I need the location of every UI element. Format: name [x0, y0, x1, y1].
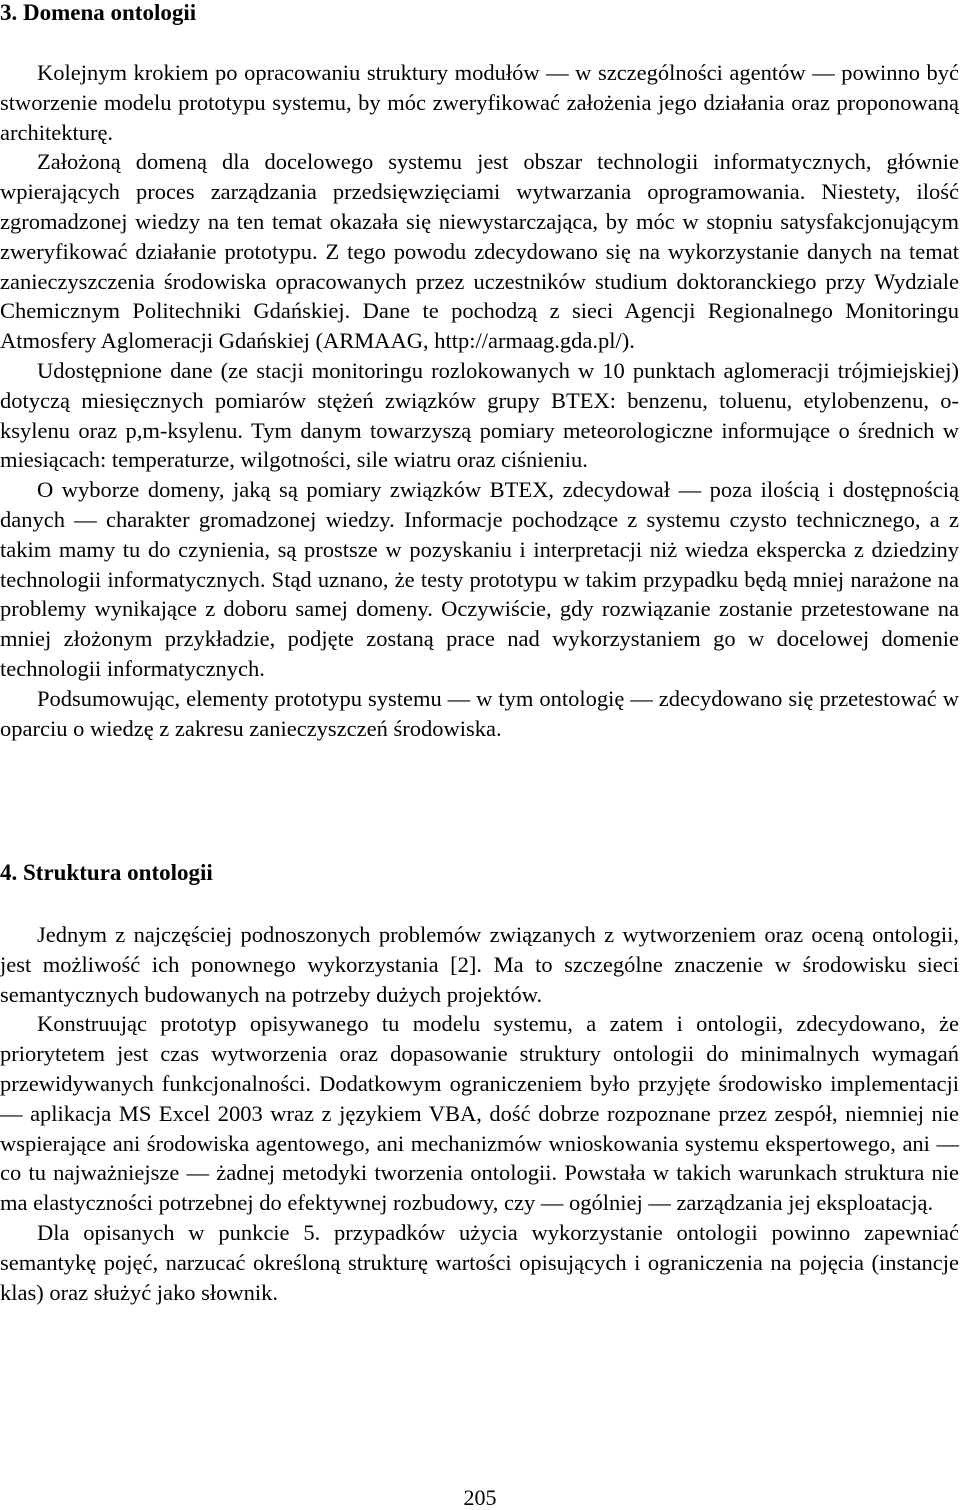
- paragraph: Podsumowując, elementy prototypu systemu — w tym ontologię — zdecydowano się przetestować w oparciu o wiedzę z zakresu zanieczyszczeń środowiska.: [0, 685, 959, 741]
- page-number: 205: [463, 1485, 497, 1510]
- section-body-domain: [0, 58, 959, 743]
- section-heading-structure: 4. Struktura ontologii: [0, 860, 213, 885]
- paragraph: Jednym z najczęściej podnoszonych problemów związanych z wytworzeniem oraz oceną ontologii, jest możliwość ich ponownego wykorzystania [2]. Ma to szczególne znaczenie w środowisku sieci semantycznych budowanych na potrzeby dużych projektów.: [0, 922, 959, 1007]
- paragraph: Udostępnione dane (ze stacji monitoringu rozlokowanych w 10 punktach aglomeracji trójmiejskiej) dotyczą miesięcznych pomiarów stężeń związków grupy BTEX: benzenu, toluenu, etylobenzenu, o-ksylenu oraz p,m-ksylenu. Tym danym towarzyszą pomiary meteorologiczne informujące o średnich w miesiącach: temperaturze, wilgotności, sile wiatru oraz ciśnieniu.: [0, 357, 959, 473]
- paragraph: Założoną domeną dla docelowego systemu jest obszar technologii informatycznych, głównie wpierających proces zarządzania przedsięwzięciami wytwarzania oprogramowania. Niestety, ilość zgromadzonej wiedzy na ten temat okazała się niewystarczająca, by móc w stopniu satysfakcjonującym zweryfikować działanie prototypu. Z tego powodu zdecydowano się na wykorzystanie danych na temat zanieczyszczenia środowiska opracowanych przez uczestników studium doktoranckiego przy Wydziale Chemicznym Politechniki Gdańskiej. Dane te pochodzą z sieci Agencji Regionalnego Monitoringu Atmosfery Aglomeracji Gdańskiej (ARMAAG, http://armaag.gda.pl/).: [0, 149, 959, 354]
- paragraph: Dla opisanych w punkcie 5. przypadków użycia wykorzystanie ontologii powinno zapewniać semantykę pojęć, narzucać określoną strukturę wartości opisujących i ograniczenia na pojęcia (instancje klas) oraz służyć jako słownik.: [0, 1219, 959, 1305]
- paragraph: Konstruując prototyp opisywanego tu modelu systemu, a zatem i ontologii, zdecydowano, że priorytetem jest czas wytworzenia oraz dopasowanie struktury ontologii do minimalnych wymagań przewidywanych funkcjonalności. Dodatkowym ograniczeniem było przyjęte środowisko implementacji — aplikacja MS Excel 2003 wraz z językiem VBA, dość dobrze rozpoznane przez zespół, niemniej nie wspierające ani środowiska agentowego, ani mechanizmów wnioskowania systemu ekspertowego, ani — co tu najważniejsze — żadnej metodyki tworzenia ontologii. Powstała w takich warunkach struktura nie ma elastyczności potrzebnej do efektywnej rozbudowy, czy — ogólniej — zarządzania jej eksploatacją.: [0, 1011, 959, 1216]
- paragraph: O wyborze domeny, jaką są pomiary związków BTEX, zdecydował — poza ilością i dostępnością danych — charakter gromadzonej wiedzy. Informacje pochodzące z systemu czysto technicznego, a z takim mamy tu do czynienia, są prostsze w pozyskaniu i interpretacji niż wiedza ekspercka z dziedziny technologii informatycznych. Stąd uznano, że testy prototypu w takim przypadku będą mniej narażone na problemy wynikające z doboru samej domeny. Oczywiście, gdy rozwiązanie zostanie przetestowane na mniej złożonym przykładzie, podjęte zostaną prace nad wykorzystaniem go w docelowej domenie technologii informatycznych.: [0, 477, 959, 681]
- paragraph: Kolejnym krokiem po opracowaniu struktury modułów — w szczególności agentów — powinno być stworzenie modelu prototypu systemu, by móc zweryfikować założenia jego działania oraz proponowaną architekturę.: [0, 60, 959, 145]
- section-body-structure: [0, 920, 959, 1307]
- section-heading-domain: 3. Domena ontologii: [0, 0, 197, 25]
